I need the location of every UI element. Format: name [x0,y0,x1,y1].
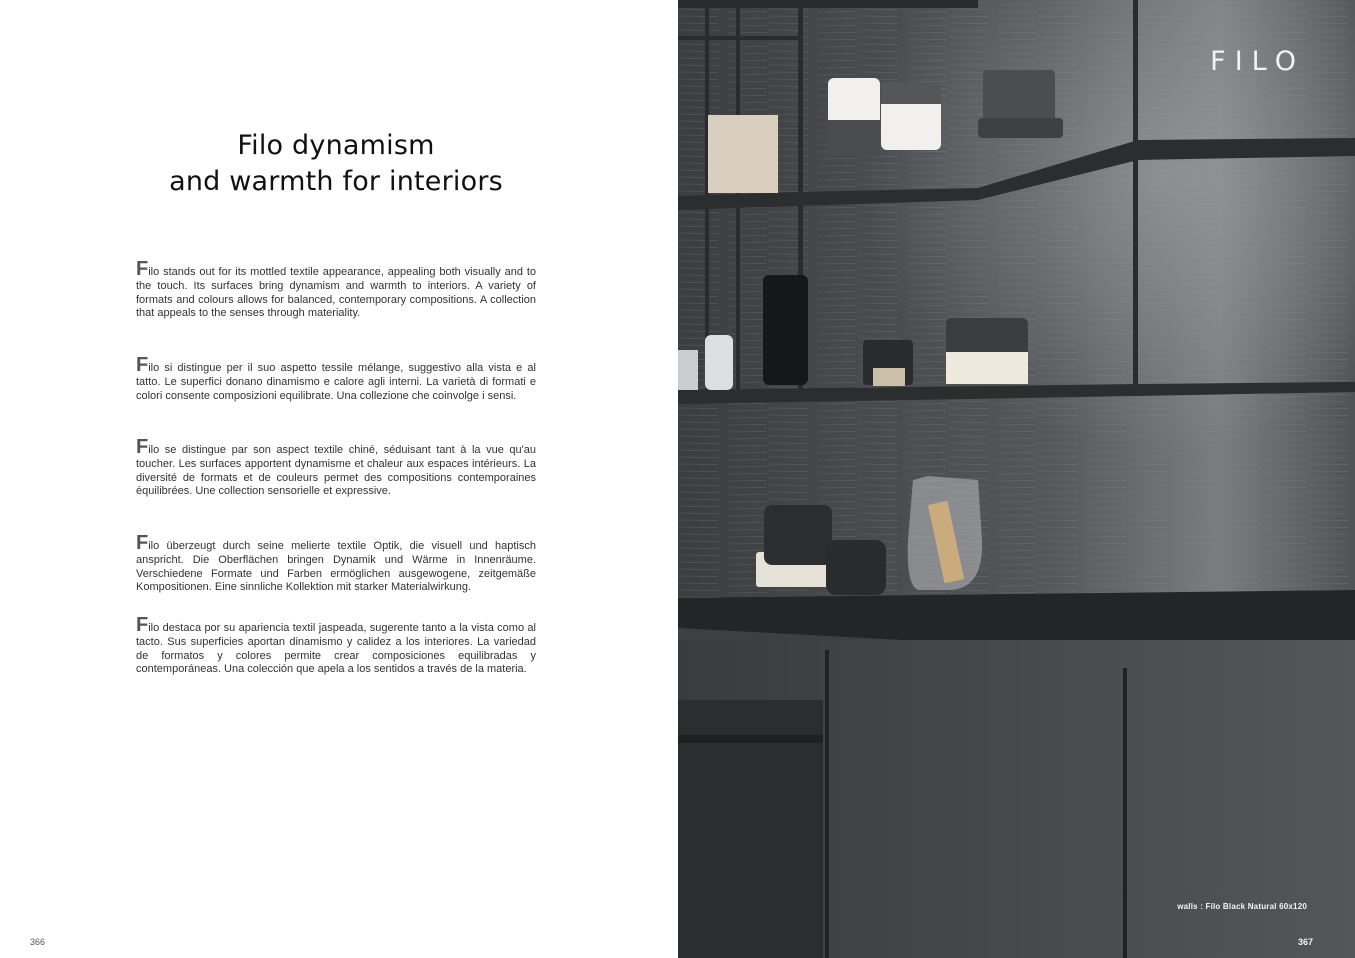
paragraph-italian [136,354,536,403]
dropcap: F [136,258,149,280]
page-title [0,128,672,200]
page-number-right: 367 [1297,937,1313,947]
paragraph-english [136,258,536,321]
paragraph-german [136,532,536,595]
dropcap: F [136,614,149,636]
paragraph-french [136,436,536,499]
page-number-left: 366 [30,937,46,947]
dropcap: F [136,532,149,554]
kitchen-photo [678,0,1355,958]
dropcap: F [136,354,149,376]
title-line-2: and warmth for interiors [169,166,503,197]
paragraph-text: ilo si distingue per il suo aspetto tessile mélange, suggestivo alla vista e al tatto. Le superfici donano dinamismo e calore agli interni. La varietà di formati e colori consente composizioni equilibrate. Una collezione che coinvolge i sensi. [136,362,536,402]
photo-caption: walls : Filo Black Natural 60x120 [1177,902,1307,911]
paragraph-text: ilo überzeugt durch seine melierte textile Optik, die visuell und haptisch anspricht. Die Oberflächen bringen Dynamik und Wärme in Innenräume. Verschiedene Formate und Farben ermöglichen ausgewogene, zeitgemäße Kompositionen. Eine sinnliche Kollektion mit starker Materialwirkung. [136,540,536,594]
title-line-1: Filo dynamism [237,130,435,161]
brand-logo: FILO [1210,46,1305,77]
paragraph-spanish [136,614,536,677]
paragraph-text: ilo stands out for its mottled textile appearance, appealing both visually and to the touch. Its surfaces bring dynamism and warmth to interiors. A variety of formats and colours allows for balanced, contemporary compositions. A collection that appeals to the senses through materiality. [136,266,536,320]
paragraph-text: ilo se distingue par son aspect textile chiné, séduisant tant à la vue qu'au toucher. Les surfaces apportent dynamisme et chaleur aux espaces intérieurs. La diversité de formats et de couleurs permet des compositions contemporaines équilibrées. Une collection sensorielle et expressive. [136,444,536,498]
dropcap: F [136,436,149,458]
right-page [678,0,1355,958]
paragraph-text: ilo destaca por su apariencia textil jaspeada, sugerente tanto a la vista como al tacto. Sus superficies aportan dinamismo y calidez a los interiores. La variedad de formatos y colores permite crear composiciones equilibradas y contemporáneas. Una colección que apela a los sentidos a través de la materia. [136,622,536,676]
